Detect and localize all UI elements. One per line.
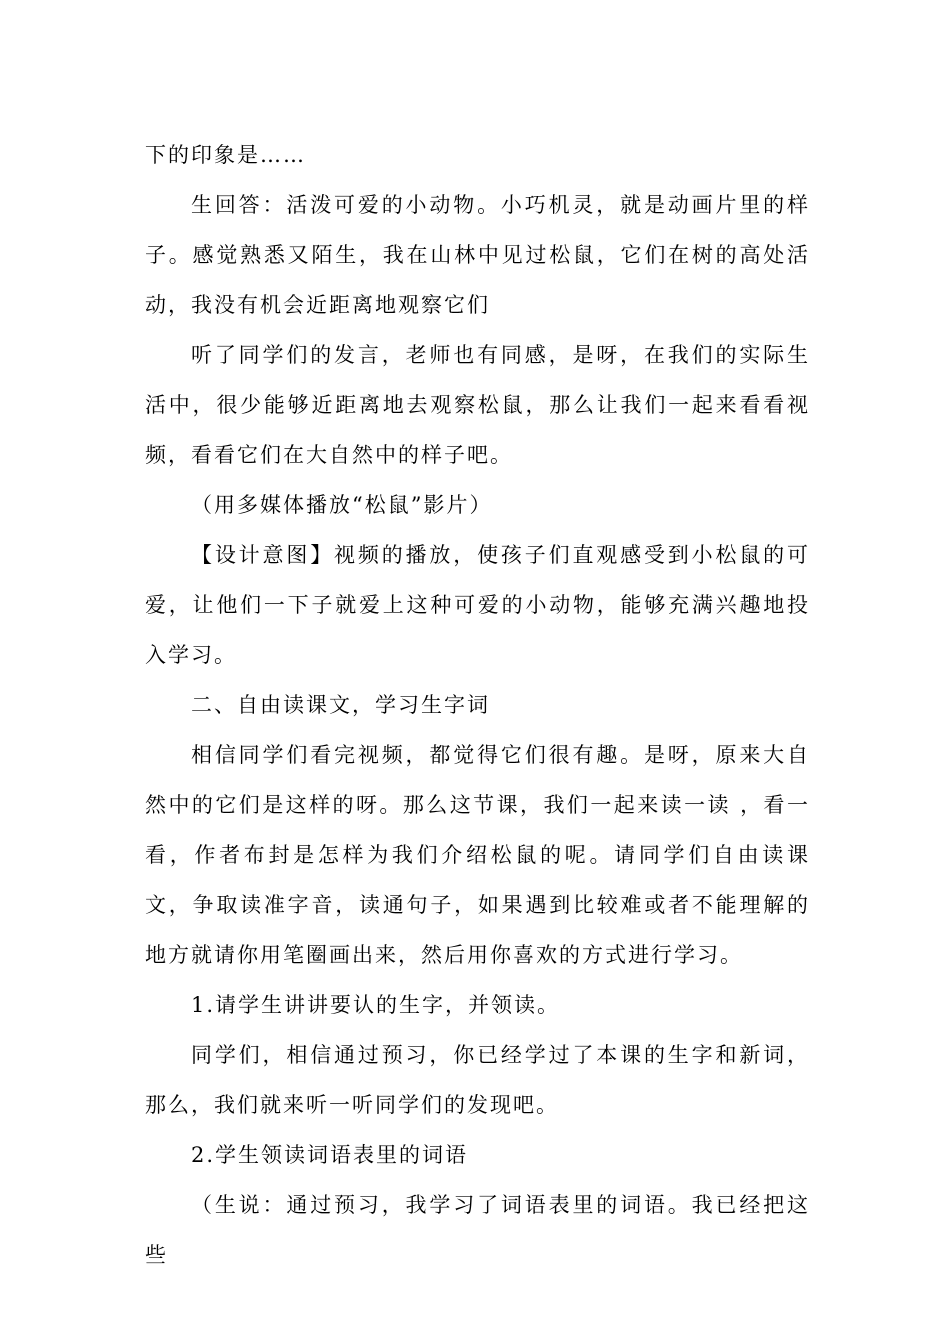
paragraph-student-says: （生说：通过预习，我学习了词语表里的词语。我已经把这些 (145, 1193, 810, 1267)
paragraph-multimedia-note: （用多媒体播放“松鼠”影片） (191, 493, 493, 517)
paragraph-design-intent: 【设计意图】视频的播放，使孩子们直观感受到小松鼠的可爱，让他们一下子就爱上这种可爱的小动物，能够充满兴趣地投入学习。 (145, 543, 810, 667)
list-item-1: 1.请学生讲讲要认的生字，并领读。 (191, 993, 561, 1017)
paragraph-free-reading: 相信同学们看完视频，都觉得它们很有趣。是呀，原来大自然中的它们是这样的呀。那么这节课，我们一起来读一读 ，看一看，作者布封是怎样为我们介绍松鼠的呢。请同学们自由读课文，争取读准字音，读通句子，如果遇到比较难或者不能理解的地方就请你用笔圈画出来，然后用你喜欢的方式进行学习。 (145, 743, 810, 967)
paragraph-teacher-response: 听了同学们的发言，老师也有同感，是呀，在我们的实际生活中，很少能够近距离地去观察松鼠，那么让我们一起来看看视频，看看它们在大自然中的样子吧。 (145, 343, 810, 467)
list-item-2: 2.学生领读词语表里的词语 (191, 1143, 469, 1167)
section-heading-2: 二、自由读课文，学习生字词 (191, 693, 490, 717)
paragraph-student-answer: 生回答：活泼可爱的小动物。小巧机灵，就是动画片里的样子。感觉熟悉又陌生，我在山林中见过松鼠，它们在树的高处活动，我没有机会近距离地观察它们 (145, 193, 810, 317)
paragraph-continuation: 下的印象是…… (145, 143, 306, 167)
paragraph-preview-discovery: 同学们，相信通过预习，你已经学过了本课的生字和新词，那么，我们就来听一听同学们的发现吧。 (145, 1043, 810, 1117)
